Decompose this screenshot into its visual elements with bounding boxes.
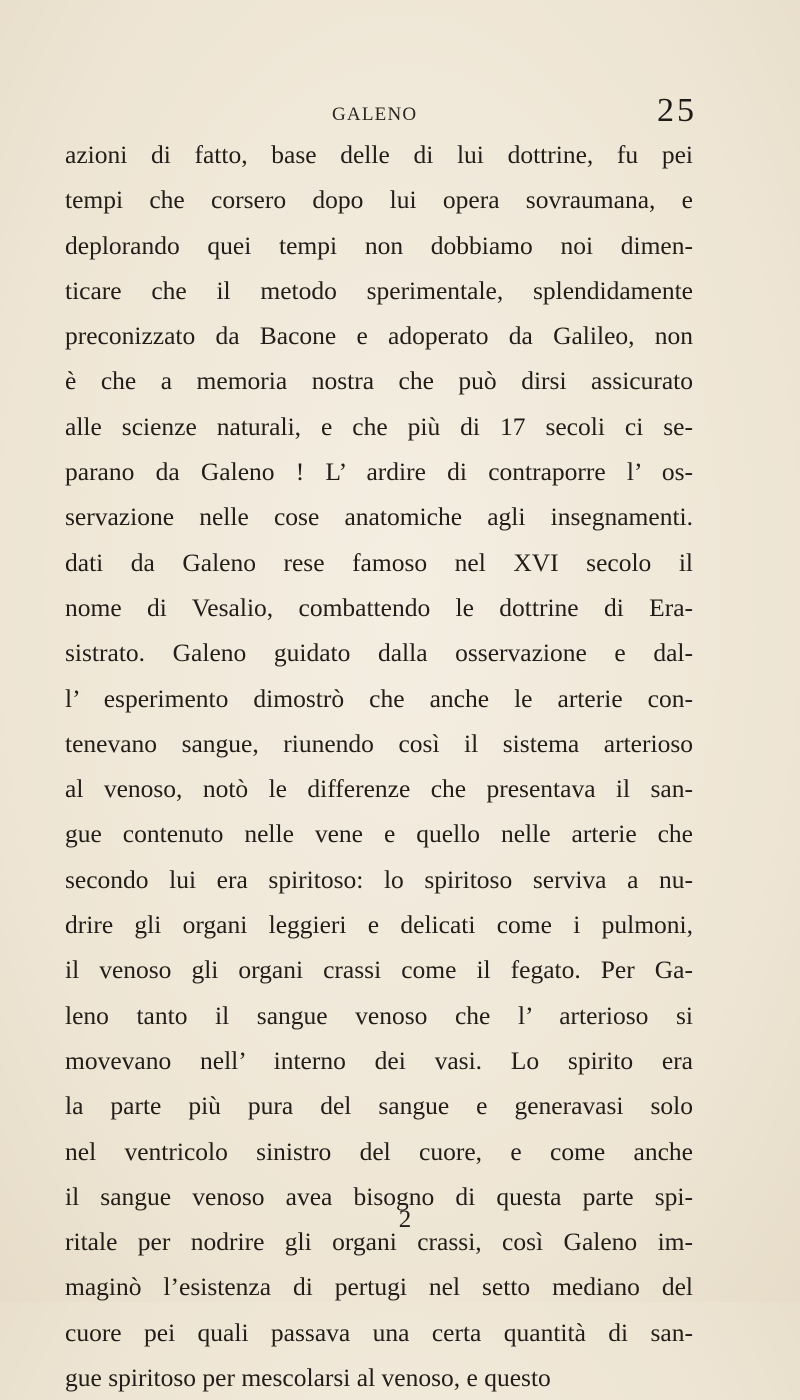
text-line: deplorando quei tempi non dobbiamo noi dimen- [65, 230, 693, 260]
signature-mark: 2 [398, 1206, 412, 1233]
text-line: la parte più pura del sangue e generavasi solo [65, 1091, 693, 1121]
text-line: maginò l’esistenza di pertugi nel setto mediano del [65, 1272, 693, 1302]
text-line: ticare che il metodo sperimentale, splendidamente [65, 275, 693, 305]
text-line: parano da Galeno ! L’ ardire di contraporre l’ os- [65, 457, 693, 487]
running-head-title: GALENO [332, 104, 418, 125]
text-line: nel ventricolo sinistro del cuore, e come anche [65, 1136, 693, 1166]
text-line: gue contenuto nelle vene e quello nelle arterie che [65, 819, 693, 849]
text-line: preconizzato da Bacone e adoperato da Galileo, non [65, 321, 693, 351]
text-line: azioni di fatto, base delle di lui dottrine, fu pei [65, 140, 693, 169]
text-line: tempi che corsero dopo lui opera sovraumana, e [65, 185, 693, 215]
text-line: tenevano sangue, riunendo così il sistema arterioso [65, 728, 693, 758]
text-line: nome di Vesalio, combattendo le dottrine di Era- [65, 592, 693, 622]
text-line: secondo lui era spiritoso: lo spiritoso serviva a nu- [65, 864, 693, 894]
text-line: movevano nell’ interno dei vasi. Lo spirito era [65, 1045, 693, 1075]
text-line: drire gli organi leggieri e delicati come i pulmoni, [65, 910, 693, 940]
text-line: il sangue venoso avea bisogno di questa parte spi- [65, 1181, 693, 1211]
text-line: servazione nelle cose anatomiche agli insegnamenti. [65, 502, 693, 532]
text-line: alle scienze naturali, e che più di 17 secoli ci se- [65, 411, 693, 441]
signature-mark-row [0, 1206, 800, 1234]
text-line: cuore pei quali passava una certa quantità di san- [65, 1317, 693, 1347]
text-line: è che a memoria nostra che può dirsi assicurato [65, 366, 693, 396]
text-line: l’ esperimento dimostrò che anche le arterie con- [65, 683, 693, 713]
text-line: leno tanto il sangue venoso che l’ arterioso si [65, 1000, 693, 1030]
text-line: ritale per nodrire gli organi crassi, così Galeno im- [65, 1227, 693, 1257]
text-line: al venoso, notò le differenze che presentava il san- [65, 774, 693, 804]
text-line: sistrato. Galeno guidato dalla osservazione e dal- [65, 638, 693, 668]
text-line: il venoso gli organi crassi come il fegato. Per Ga- [65, 955, 693, 985]
running-head [0, 92, 800, 132]
text-line: dati da Galeno rese famoso nel XVI secolo il [65, 547, 693, 577]
page-number: 25 [657, 92, 697, 129]
text-line: gue spiritoso per mescolarsi al venoso, e questo [65, 1363, 551, 1393]
